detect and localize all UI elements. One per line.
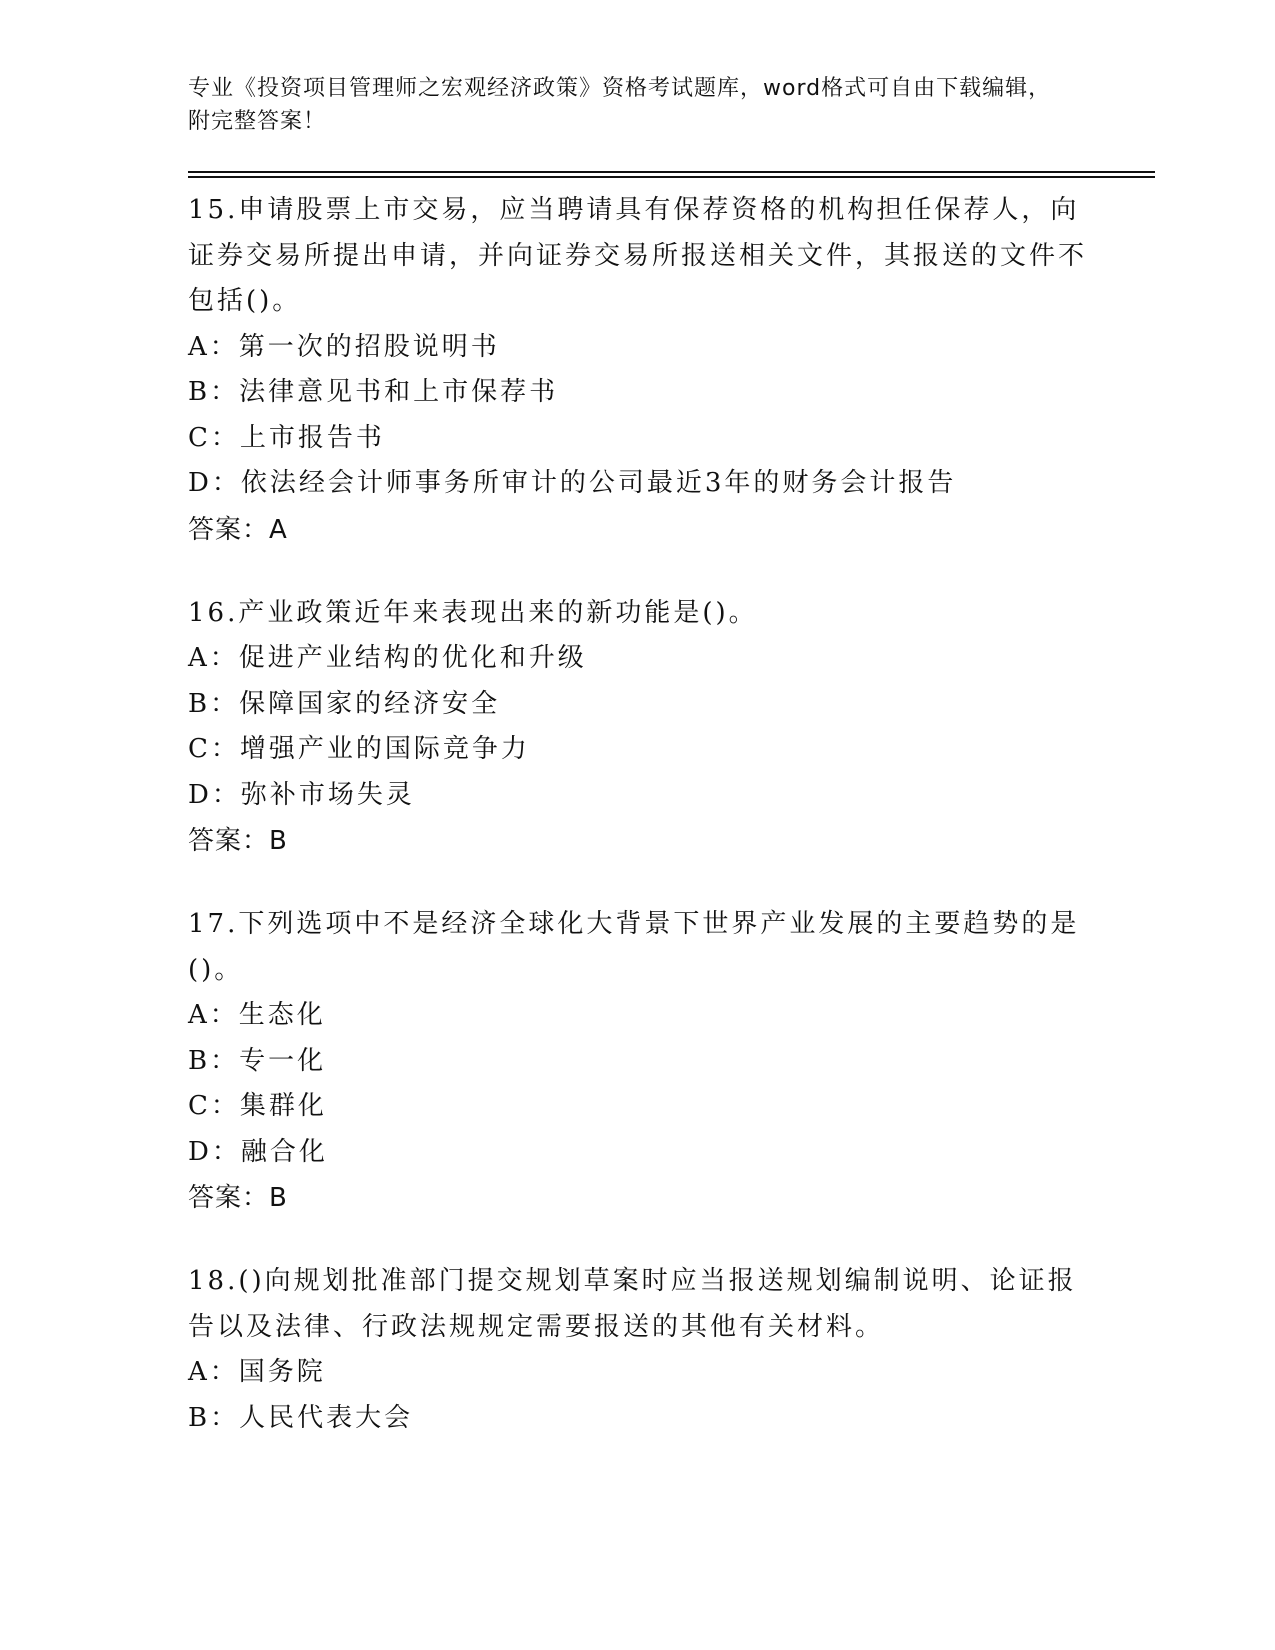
document-header: 专业《投资项目管理师之宏观经济政策》资格考试题库，word格式可自由下载编辑，附完整答案！ [188, 76, 1052, 134]
question-18 [188, 1259, 1088, 1441]
question-15 [188, 188, 1088, 553]
answer: 答案：B [188, 826, 288, 856]
question-stem: 16.产业政策近年来表现出来的新功能是()。 [188, 597, 758, 628]
question-list [188, 188, 1088, 1479]
question-17 [188, 902, 1088, 1221]
option-c: C：上市报告书 [188, 422, 385, 453]
option-a: A：国务院 [188, 1357, 326, 1387]
answer: 答案：A [188, 514, 288, 545]
option-b: B：人民代表大会 [188, 1402, 414, 1433]
question-16 [188, 591, 1088, 865]
answer: 答案：B [188, 1183, 288, 1213]
question-stem: 17.下列选项中不是经济全球化大背景下世界产业发展的主要趋势的是()。 [188, 909, 1080, 985]
option-b: B：专一化 [188, 1045, 327, 1076]
option-b: B：法律意见书和上市保荐书 [188, 377, 559, 407]
option-c: C：集群化 [188, 1091, 327, 1121]
header-rule-top [188, 171, 1155, 173]
option-a: A：第一次的招股说明书 [188, 331, 500, 362]
question-stem: 18.()向规划批准部门提交规划草案时应当报送规划编制说明、论证报告以及法律、行政法规规定需要报送的其他有关材料。 [188, 1266, 1077, 1342]
option-d: D：弥补市场失灵 [188, 779, 415, 810]
header-rule-bottom [188, 176, 1155, 178]
option-d: D：融合化 [188, 1136, 328, 1167]
option-c: C：增强产业的国际竞争力 [188, 734, 530, 764]
option-d: D：依法经会计师事务所审计的公司最近3年的财务会计报告 [188, 468, 957, 498]
option-b: B：保障国家的经济安全 [188, 688, 501, 719]
option-a: A：促进产业结构的优化和升级 [188, 643, 587, 673]
option-a: A：生态化 [188, 1000, 326, 1030]
question-stem: 15.申请股票上市交易，应当聘请具有保荐资格的机构担任保荐人，向证券交易所提出申请，并向证券交易所报送相关文件，其报送的文件不包括()。 [188, 195, 1088, 316]
